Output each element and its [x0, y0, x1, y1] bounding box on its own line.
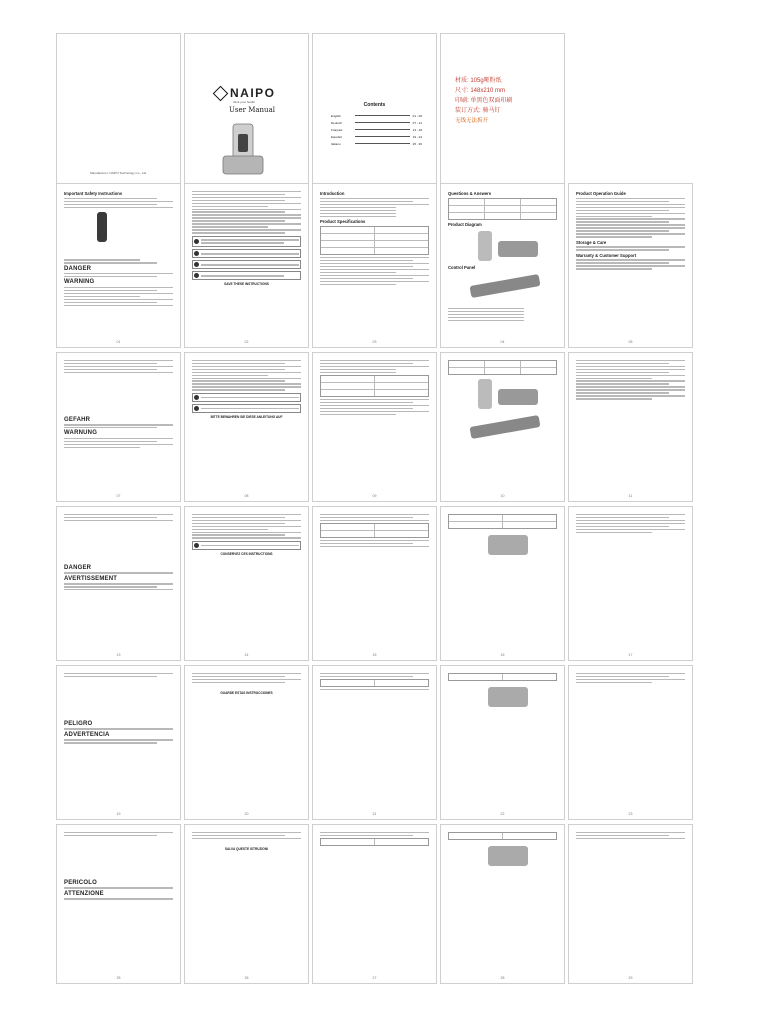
page-number: 28	[500, 976, 505, 980]
de-safety-page	[56, 352, 181, 502]
page-number: 27	[372, 976, 377, 980]
it-operation-page	[568, 824, 693, 984]
brand-name: NAIPO	[230, 86, 276, 100]
danger-heading: PELIGRO	[64, 720, 93, 727]
page-number: 09	[372, 494, 377, 498]
page-number: 10	[500, 494, 505, 498]
logo-diamond-icon	[213, 86, 229, 102]
spec-size: 尺寸: 148x210 mm	[455, 88, 506, 94]
print-spec-sheet	[440, 33, 565, 193]
page-number: 22	[500, 812, 505, 816]
page-number: 08	[244, 494, 249, 498]
page-number: 15	[372, 653, 377, 657]
es-safety-page	[56, 665, 181, 820]
fr-intro-page	[312, 506, 437, 661]
es-qa-page	[440, 665, 565, 820]
page-number: 11	[628, 494, 633, 498]
cover-page	[184, 33, 309, 193]
fr-safety-page-2	[184, 506, 309, 661]
info-icon	[194, 251, 199, 256]
toc-entry[interactable]: English 01 - 06	[331, 113, 422, 118]
page-number: 26	[244, 976, 249, 980]
section-heading: Questions & Answers	[448, 191, 492, 196]
section-heading: Storage & Care	[576, 239, 607, 245]
page-number: 01	[116, 340, 121, 344]
specs-table	[320, 226, 429, 255]
note-box	[192, 260, 301, 269]
print-specs	[455, 76, 512, 126]
it-qa-page	[440, 824, 565, 984]
page-number: 05	[628, 340, 633, 344]
section-heading: Product Operation Guide	[576, 191, 626, 196]
page-number: 13	[116, 653, 121, 657]
page-number: 25	[116, 976, 121, 980]
section-heading: Important Safety Instructions	[64, 191, 123, 196]
page-number: 23	[628, 812, 633, 816]
en-safety-page	[56, 183, 181, 348]
save-instructions: CONSERVEZ CES INSTRUCTIONS	[220, 551, 273, 556]
de-safety-page-2	[184, 352, 309, 502]
toc-entry[interactable]: Deutsch 07 - 12	[331, 120, 422, 125]
page-number: 17	[628, 653, 633, 657]
warning-icon	[194, 239, 199, 244]
page-number: 29	[628, 976, 633, 980]
it-safety-page	[56, 824, 181, 984]
contents-title: Contents	[363, 102, 386, 108]
section-heading: Warranty & Customer Support	[576, 252, 637, 258]
info-icon	[194, 262, 199, 267]
warning-icon	[194, 395, 199, 400]
back-cover-page	[56, 33, 181, 193]
fr-safety-page	[56, 506, 181, 661]
spec-printing: 印刷: 单黑色双面印刷	[455, 98, 513, 104]
section-heading: Control Panel	[448, 265, 476, 270]
en-operation-page	[568, 183, 693, 348]
page-number: 04	[500, 340, 505, 344]
warning-heading: ATTENZIONE	[64, 890, 104, 897]
toc-entry[interactable]: Français 13 - 18	[331, 127, 422, 132]
warning-icon	[194, 273, 199, 278]
note-box	[192, 249, 301, 258]
page-number: 14	[244, 653, 249, 657]
de-operation-page	[568, 352, 693, 502]
manual-title: User Manual	[229, 106, 275, 114]
de-qa-page	[440, 352, 565, 502]
danger-heading: DANGER	[64, 265, 92, 272]
danger-heading: DANGER	[64, 564, 92, 571]
en-safety-page-2	[184, 183, 309, 348]
fr-qa-page	[440, 506, 565, 661]
massager-product-image	[219, 120, 267, 180]
save-instructions: SAVE THESE INSTRUCTIONS	[224, 282, 269, 287]
warning-heading: ADVERTENCIA	[64, 731, 110, 738]
it-safety-page-2	[184, 824, 309, 984]
page-number: 21	[372, 812, 377, 816]
note-box	[192, 236, 301, 248]
page-number: 16	[500, 653, 505, 657]
product-diagram	[448, 229, 557, 263]
en-intro-page	[312, 183, 437, 348]
page-number: 02	[244, 340, 249, 344]
es-safety-page-2	[184, 665, 309, 820]
note-box	[192, 271, 301, 280]
toc-entry[interactable]: Italiano 25 - 30	[331, 141, 422, 146]
manufacturer-info: Manufacturer: NAIPO Technology Co., Ltd.	[90, 171, 147, 175]
save-instructions: GUARDE ESTAS INSTRUCCIONES	[220, 690, 273, 695]
section-heading: Introduction	[320, 191, 345, 196]
table-of-contents	[331, 112, 422, 147]
danger-heading: GEFAHR	[64, 416, 91, 423]
page-number: 07	[116, 494, 121, 498]
control-panel-diagram	[448, 272, 557, 306]
save-instructions: SALVA QUESTE ISTRUZIONI	[224, 846, 269, 851]
de-intro-page	[312, 352, 437, 502]
es-intro-page	[312, 665, 437, 820]
it-intro-page	[312, 824, 437, 984]
device-illustration	[97, 212, 107, 242]
warning-heading: AVERTISSEMENT	[64, 575, 118, 582]
info-icon	[194, 406, 199, 411]
toc-entry[interactable]: Español 19 - 24	[331, 134, 422, 139]
brand-logo	[215, 86, 276, 100]
en-qa-page	[440, 183, 565, 348]
warning-icon	[194, 543, 199, 548]
contents-page	[312, 33, 437, 193]
section-heading: Product Diagram	[448, 222, 482, 227]
brand-tagline: think your health	[233, 100, 256, 104]
fr-operation-page	[568, 506, 693, 661]
save-instructions: BITTE BEWAHREN SIE DIESE ANLEITUNG AUF	[210, 414, 283, 419]
page-number: 19	[116, 812, 121, 816]
es-operation-page	[568, 665, 693, 820]
page-number: 03	[372, 340, 377, 344]
danger-heading: PERICOLO	[64, 879, 97, 886]
page-number: 20	[244, 812, 249, 816]
spec-note: 无线无法拆开	[455, 118, 489, 124]
spec-material: 材质: 105g哑粉纸	[455, 78, 502, 84]
section-heading: Product Specifications	[320, 218, 366, 224]
qa-table	[448, 198, 557, 220]
warning-heading: WARNUNG	[64, 430, 98, 437]
spec-binding: 装订方式: 骑马钉	[455, 108, 501, 114]
warning-heading: WARNING	[64, 279, 95, 286]
